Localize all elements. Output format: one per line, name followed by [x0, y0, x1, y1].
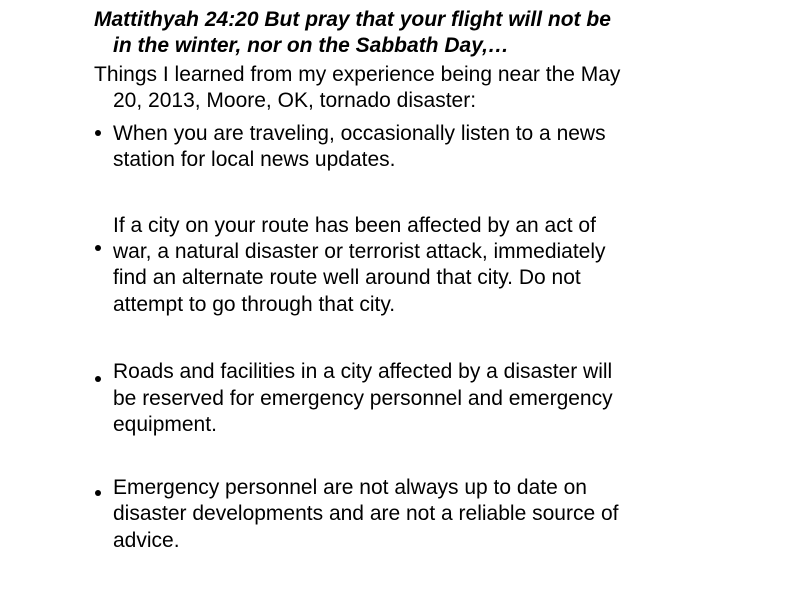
bullet-dot-icon — [95, 490, 101, 496]
bullet-dot-icon — [95, 130, 101, 136]
bullet-4-line-3: advice. — [113, 529, 180, 552]
verse-line-2: in the winter, nor on the Sabbath Day,… — [113, 34, 509, 57]
bullet-2-line-3: find an alternate route well around that city. Do not — [113, 266, 581, 289]
intro-line-1: Things I learned from my experience being near the May — [94, 63, 621, 86]
bullet-3-line-2: be reserved for emergency personnel and emergency — [113, 387, 613, 410]
bullet-dot-icon — [95, 245, 101, 251]
intro-line-2: 20, 2013, Moore, OK, tornado disaster: — [113, 89, 477, 112]
bullet-2-line-1: If a city on your route has been affected by an act of — [113, 214, 596, 237]
bullet-dot-icon — [95, 376, 101, 382]
bullet-2-line-4: attempt to go through that city. — [113, 293, 396, 316]
bullet-3-line-1: Roads and facilities in a city affected by a disaster will — [113, 360, 613, 383]
bullet-1-line-2: station for local news updates. — [113, 148, 396, 171]
bullet-4-line-1: Emergency personnel are not always up to date on — [113, 476, 587, 499]
bullet-3-line-3: equipment. — [113, 413, 217, 436]
bullet-2-line-2: war, a natural disaster or terrorist attack, immediately — [113, 240, 606, 263]
bullet-1-line-1: When you are traveling, occasionally listen to a news — [113, 122, 606, 145]
bullet-4-line-2: disaster developments and are not a reliable source of — [113, 502, 619, 525]
verse-line-1: Mattithyah 24:20 But pray that your flight will not be — [94, 8, 611, 31]
